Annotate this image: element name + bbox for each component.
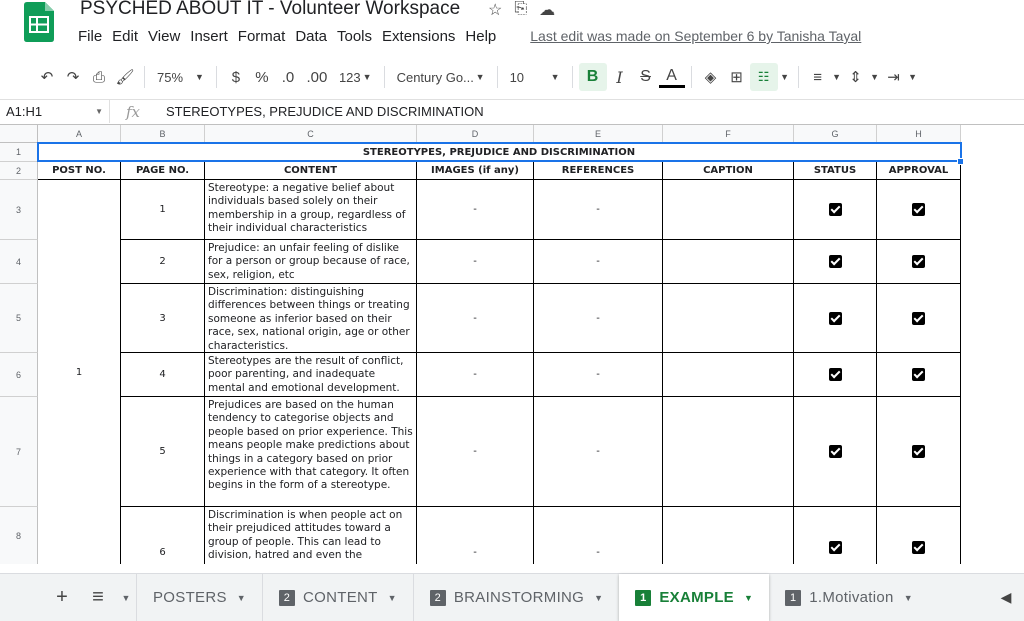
checkbox-checked-icon[interactable] [829,203,842,216]
menu-data[interactable]: Data [295,28,327,45]
chevron-down-icon[interactable]: ▼ [908,72,918,82]
chevron-down-icon[interactable]: ▼ [832,72,842,82]
checkbox-checked-icon[interactable] [912,541,925,554]
increase-decimal-button[interactable]: .00 [306,68,328,86]
column-header[interactable]: D [417,125,534,143]
column-header[interactable]: B [121,125,205,143]
references-cell[interactable]: - [534,240,663,284]
approval-cell[interactable] [877,180,961,240]
column-header[interactable]: C [205,125,417,143]
images-cell[interactable]: - [417,353,534,397]
fx-icon: fx [125,102,140,121]
font-size-select[interactable]: 10 ▼ [509,69,560,85]
spreadsheet-grid[interactable] [0,124,1024,564]
add-sheet-icon[interactable]: + [56,586,68,608]
page-number-cell[interactable]: 4 [121,353,205,397]
column-header[interactable]: H [877,125,961,143]
chevron-down-icon: ▼ [387,592,397,603]
checkbox-checked-icon[interactable] [912,255,925,268]
caption-cell[interactable] [663,180,794,240]
content-cell[interactable]: Discrimination is when people act on their prejudiced attitudes toward a group of people. This can lead to division, hatred and even the [205,507,417,564]
references-cell[interactable]: - [534,397,663,507]
chevron-down-icon[interactable]: ▼ [870,72,880,82]
column-title-cell[interactable]: PAGE NO. [121,162,205,180]
images-cell[interactable]: - [417,507,534,564]
images-cell[interactable]: - [417,284,534,353]
checkbox-checked-icon[interactable] [912,203,925,216]
vertical-align-icon[interactable]: ⇕ [849,69,862,86]
column-title-cell[interactable]: STATUS [794,162,877,180]
name-box[interactable]: A1:H1 ▼ [0,100,110,123]
row-header[interactable]: 6 [0,353,38,397]
content-cell[interactable]: Stereotype: a negative belief about individuals based solely on their membership in a group, regardless of their individual characteristics [205,180,417,240]
checkbox-checked-icon[interactable] [829,312,842,325]
column-header[interactable]: A [38,125,121,143]
fill-color-icon[interactable]: ◈ [704,69,717,86]
page-number-cell[interactable]: 6 [121,507,205,564]
tab-content[interactable]: 2 CONTENT ▼ [263,574,413,621]
chevron-down-icon[interactable]: ▼ [121,592,131,603]
column-title-cell[interactable]: POST NO. [38,162,121,180]
print-icon[interactable]: ⎙ [92,68,105,86]
checkbox-checked-icon[interactable] [829,541,842,554]
content-cell[interactable]: Discrimination: distinguishing differences between things or treating someone as inferior based on their race, sex, national origin, age or other characteristics. [205,284,417,353]
content-cell[interactable]: Stereotypes are the result of conflict, poor parenting, and inadequate mental and emotional development. [205,353,417,397]
checkbox-checked-icon[interactable] [912,368,925,381]
checkbox-checked-icon[interactable] [912,312,925,325]
references-cell[interactable]: - [534,180,663,240]
column-title-cell[interactable]: CONTENT [205,162,417,180]
checkbox-checked-icon[interactable] [829,255,842,268]
page-number-cell[interactable]: 1 [121,180,205,240]
page-number-cell[interactable]: 5 [121,397,205,507]
status-cell[interactable] [794,284,877,353]
menu-edit[interactable]: Edit [112,28,139,45]
status-cell[interactable] [794,507,877,564]
checkbox-checked-icon[interactable] [829,445,842,458]
approval-cell[interactable] [877,507,961,564]
column-header[interactable]: F [663,125,794,143]
toolbar [0,58,1024,96]
column-title-cell[interactable]: IMAGES (if any) [417,162,534,180]
status-cell[interactable] [794,397,877,507]
tab-example[interactable]: 1 EXAMPLE ▼ [619,574,769,621]
status-cell[interactable] [794,353,877,397]
approval-cell[interactable] [877,353,961,397]
menu-tools[interactable]: Tools [337,28,373,45]
menu-format[interactable]: Format [237,28,286,45]
page-number-cell[interactable]: 3 [121,284,205,353]
formula-input[interactable]: STEREOTYPES, PREJUDICE AND DISCRIMINATION [166,104,484,119]
caption-cell[interactable] [663,240,794,284]
page-number-cell[interactable]: 2 [121,240,205,284]
star-icon[interactable]: ☆ [488,2,503,19]
status-cell[interactable] [794,180,877,240]
content-cell[interactable]: Prejudice: an unfair feeling of dislike for a person or group because of race, sex, religion, etc [205,240,417,284]
merge-cells-icon[interactable]: ☷ [750,63,778,91]
tab-posters[interactable]: POSTERS ▼ [153,589,247,606]
checkbox-checked-icon[interactable] [829,368,842,381]
menu-insert[interactable]: Insert [190,28,228,45]
checkbox-checked-icon[interactable] [912,445,925,458]
percent-format-button[interactable]: % [255,68,269,86]
menu-bar [78,28,871,45]
chevron-down-icon: ▼ [195,72,204,82]
chevron-down-icon: ▼ [594,592,604,603]
approval-cell[interactable] [877,240,961,284]
horizontal-align-icon[interactable]: ≡ [813,68,822,86]
decrease-decimal-button[interactable]: .0 [281,68,295,86]
images-cell[interactable]: - [417,180,534,240]
row-header[interactable]: 4 [0,240,38,284]
cloud-status-icon[interactable]: ☁ [539,2,556,19]
references-cell[interactable]: - [534,507,663,564]
column-title-cell[interactable]: REFERENCES [534,162,663,180]
fill-handle[interactable] [957,158,964,165]
post-number-cell[interactable]: 1 [38,180,121,564]
strikethrough-button[interactable]: S [640,68,651,85]
paint-format-icon[interactable]: 🖌 [115,69,135,86]
sheet-tab-bar [0,573,1024,621]
caption-cell[interactable] [663,507,794,564]
merged-title-cell[interactable]: STEREOTYPES, PREJUDICE AND DISCRIMINATION [38,143,961,162]
references-cell[interactable]: - [534,353,663,397]
all-sheets-icon[interactable]: ≡ [92,586,104,608]
column-title-cell[interactable]: CAPTION [663,162,794,180]
currency-format-button[interactable]: $ [231,68,241,86]
row-header[interactable]: 3 [0,180,38,240]
column-header[interactable]: G [794,125,877,143]
caption-cell[interactable] [663,284,794,353]
menu-file[interactable]: File [78,28,103,45]
chevron-down-icon: ▼ [95,107,103,116]
chevron-down-icon: ▼ [362,72,372,82]
menu-help[interactable]: Help [465,28,497,45]
text-wrap-icon[interactable]: ⇥ [887,69,900,86]
bold-button[interactable]: B [579,63,607,91]
font-select[interactable]: Century Go... ▼ [396,69,485,85]
last-edit-link[interactable]: Last edit was made on September 6 by Tanisha Tayal [530,28,862,44]
select-all-corner[interactable] [0,125,38,143]
chevron-down-icon: ▼ [475,72,485,82]
approval-cell[interactable] [877,284,961,353]
formula-bar [0,99,1024,123]
document-title[interactable]: PSYCHED ABOUT IT - Volunteer Workspace [80,0,461,19]
text-color-button[interactable]: A [659,66,685,88]
row-header[interactable]: 7 [0,397,38,507]
row-header[interactable]: 2 [0,162,38,180]
references-cell[interactable]: - [534,284,663,353]
borders-icon[interactable]: ⊞ [730,69,743,86]
column-header[interactable]: E [534,125,663,143]
status-cell[interactable] [794,240,877,284]
images-cell[interactable]: - [417,240,534,284]
content-cell[interactable]: Prejudices are based on the human tendency to categorise objects and people based on prior experience. This means people make predictions about things in a category based on prior experience with that category. It often begins in the form of a stereotype. [205,397,417,507]
column-title-cell[interactable]: APPROVAL [877,162,961,180]
move-folder-icon[interactable]: ⎘ [514,0,528,17]
chevron-down-icon[interactable]: ▼ [780,72,790,82]
images-cell[interactable]: - [417,397,534,507]
row-header[interactable]: 5 [0,284,38,353]
undo-icon[interactable]: ↶ [40,69,54,86]
caption-cell[interactable] [663,397,794,507]
menu-view[interactable]: View [148,28,181,45]
more-formats-select[interactable]: 123 ▼ [338,69,372,85]
sheets-logo-icon[interactable] [24,2,54,42]
approval-cell[interactable] [877,397,961,507]
zoom-select[interactable]: 75% ▼ [157,69,204,85]
caption-cell[interactable] [663,353,794,397]
redo-icon[interactable]: ↷ [66,69,80,86]
scroll-tabs-left-icon[interactable]: ◀ [1000,589,1012,605]
row-header[interactable]: 1 [0,143,38,162]
tab-motivation[interactable]: 1 1.Motivation ▼ [769,574,929,621]
italic-button[interactable]: I [616,67,623,87]
menu-extensions[interactable]: Extensions [382,28,456,45]
tab-brainstorming[interactable]: 2 BRAINSTORMING ▼ [414,574,620,621]
chevron-down-icon: ▼ [550,72,560,82]
chevron-down-icon: ▼ [236,592,247,603]
chevron-down-icon: ▼ [903,592,913,603]
row-header[interactable]: 8 [0,507,38,564]
chevron-down-icon: ▼ [744,592,754,603]
